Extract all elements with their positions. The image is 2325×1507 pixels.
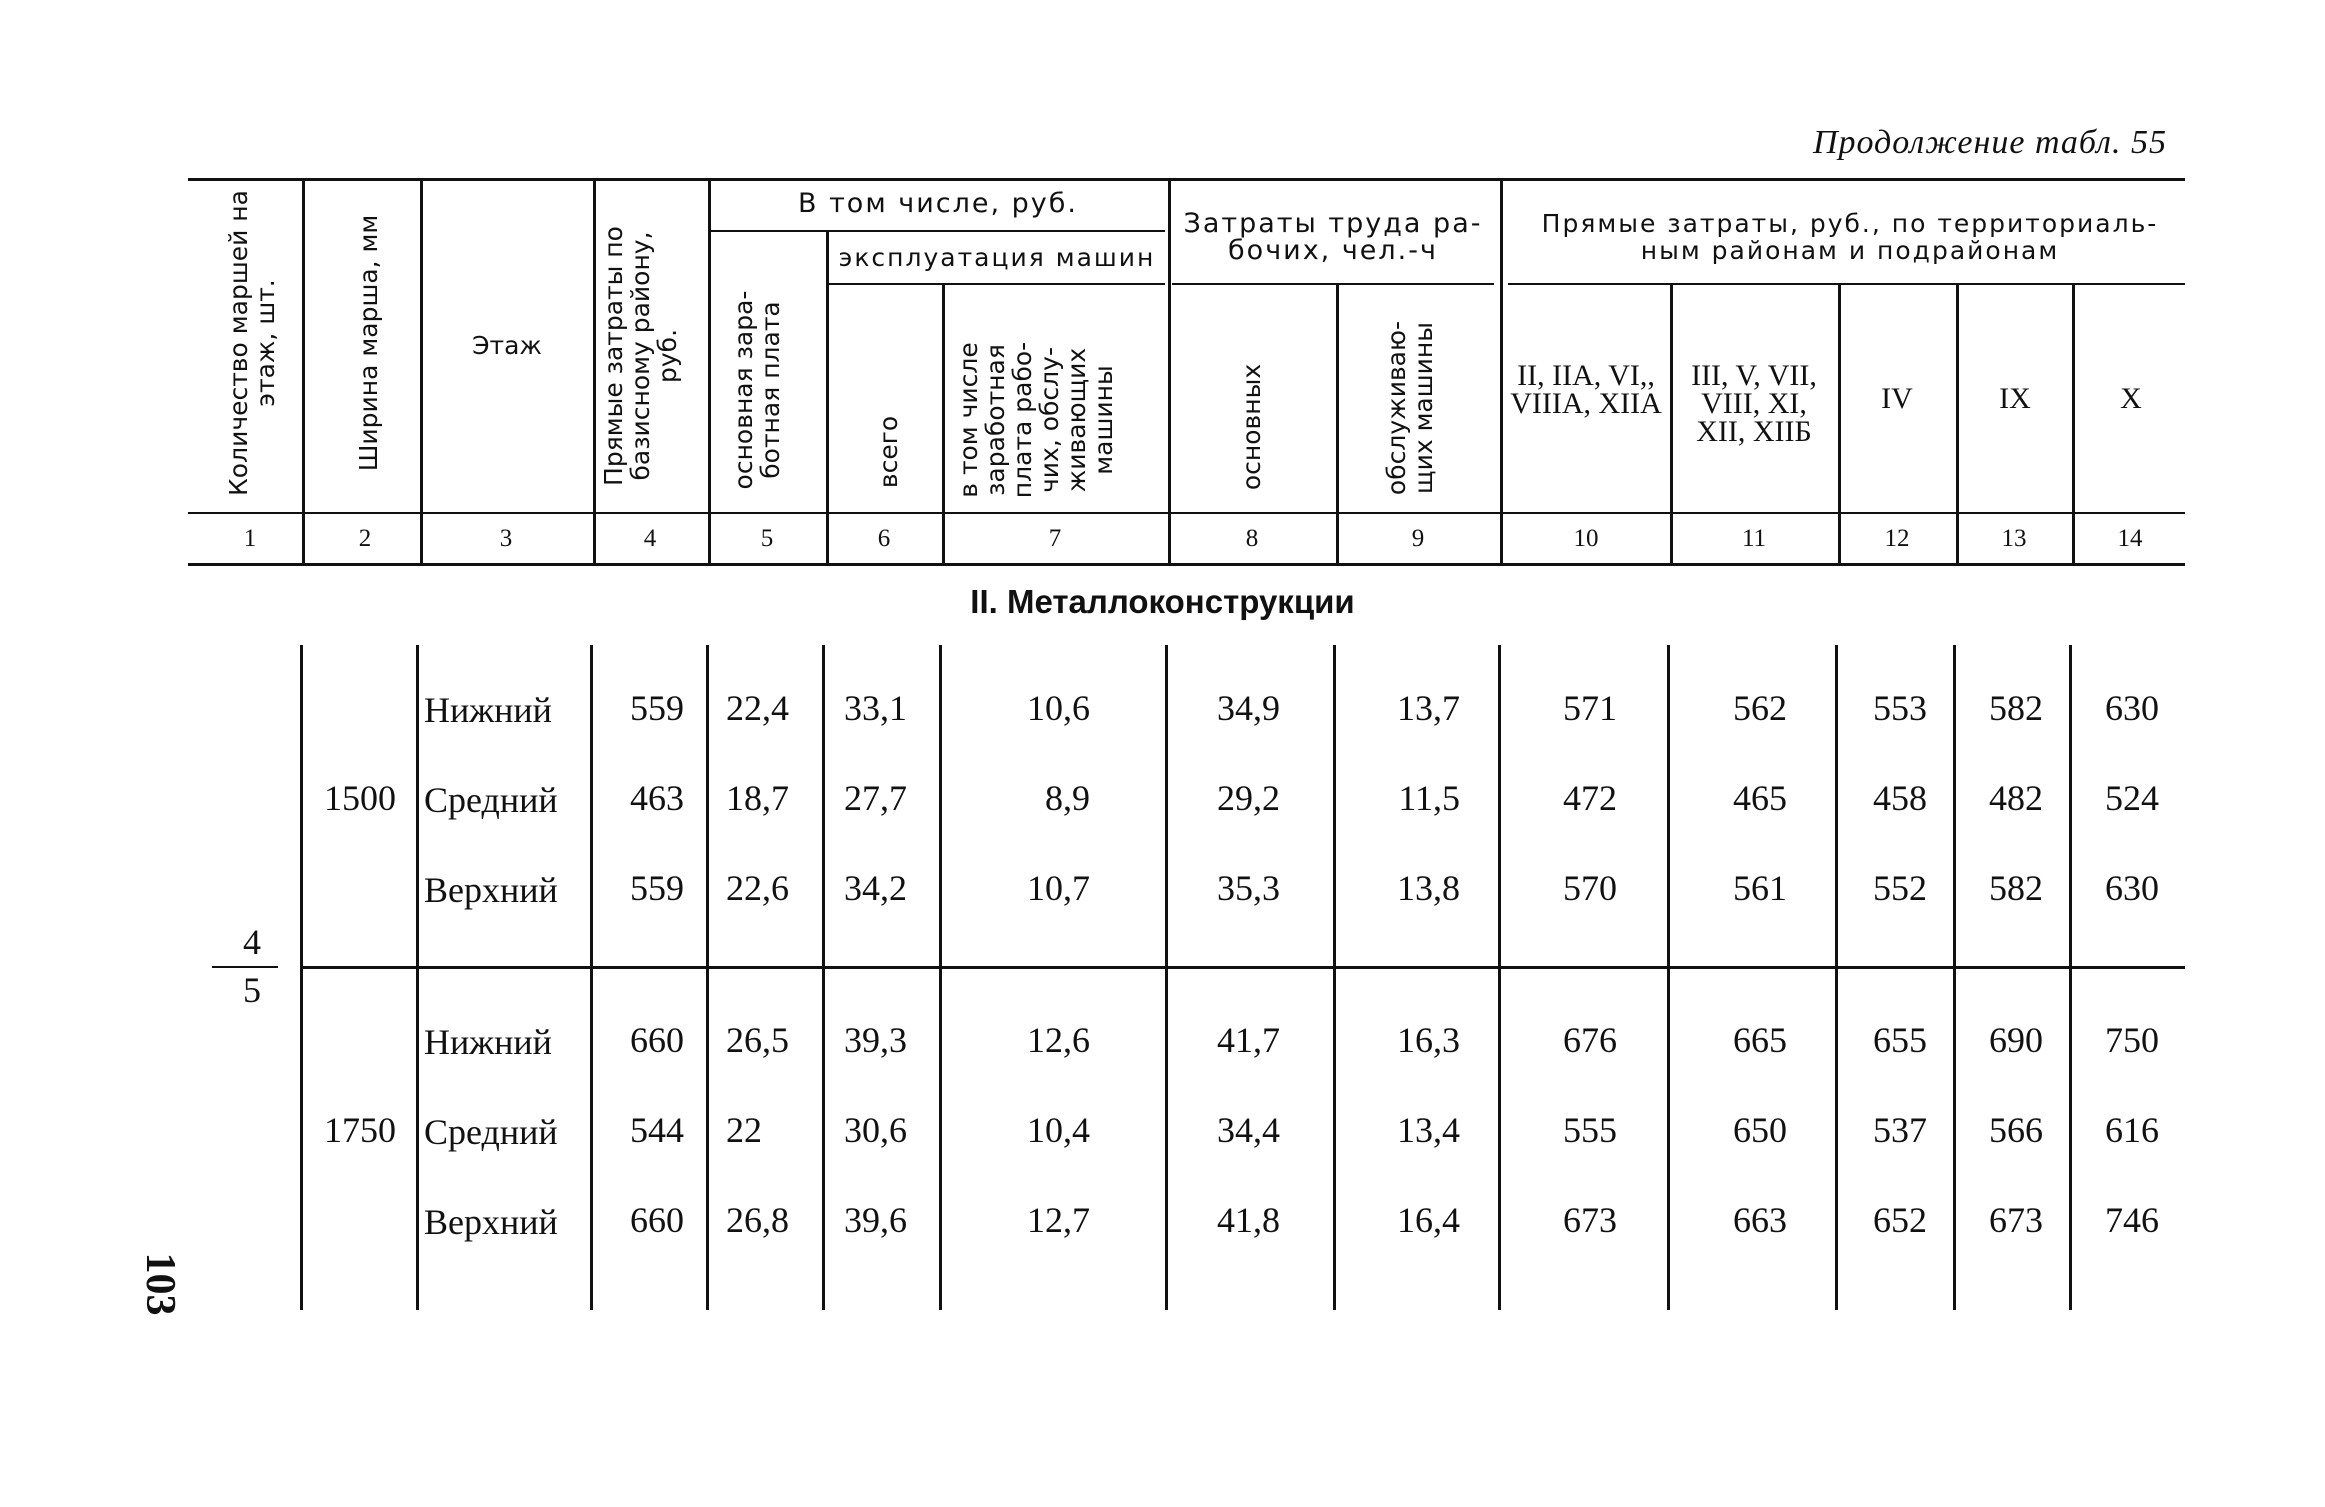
data-cell: 30,6 <box>844 1110 907 1150</box>
data-cell: 652 <box>1873 1200 1927 1240</box>
data-cell: 33,1 <box>844 688 907 728</box>
data-cell: 463 <box>630 778 684 818</box>
data-cell: 690 <box>1989 1020 2043 1060</box>
data-cell: 750 <box>2105 1020 2159 1060</box>
header-top-rule <box>188 178 2185 181</box>
data-cell: 582 <box>1989 688 2043 728</box>
data-cell: 566 <box>1989 1110 2043 1150</box>
data-cell: 663 <box>1733 1200 1787 1240</box>
data-cell: 13,8 <box>1397 868 1460 908</box>
body-divider <box>1498 645 1501 1310</box>
section-title: II. Металлоконструкции <box>970 583 1355 620</box>
data-cell: 465 <box>1733 778 1787 818</box>
body-divider <box>939 645 942 1310</box>
data-cell: 22 <box>726 1110 762 1150</box>
column-number: 12 <box>1884 525 1910 552</box>
data-cell: 570 <box>1563 868 1617 908</box>
numbers-bottom-rule <box>188 563 2185 566</box>
data-cell: 26,8 <box>726 1200 789 1240</box>
body-divider <box>2069 645 2072 1310</box>
body-divider <box>300 645 303 1310</box>
data-cell: 537 <box>1873 1110 1927 1150</box>
header-divider <box>2072 285 2075 563</box>
header-floor: Этаж <box>472 331 542 360</box>
data-cell: 559 <box>630 868 684 908</box>
data-cell: 630 <box>2105 688 2159 728</box>
data-cell: 34,4 <box>1217 1110 1280 1150</box>
data-cell: 673 <box>1989 1200 2043 1240</box>
data-cell: 22,6 <box>726 868 789 908</box>
header-divider <box>302 180 305 563</box>
data-cell: 27,7 <box>844 778 907 818</box>
header-region-col11: III, V, VII, VIII, XI, XII, XIIБ <box>1691 359 1817 448</box>
body-divider <box>1165 645 1168 1310</box>
data-cell: 582 <box>1989 868 2043 908</box>
data-cell: 552 <box>1873 868 1927 908</box>
data-cell: 676 <box>1563 1020 1617 1060</box>
column-number: 8 <box>1245 525 1259 552</box>
data-cell: 12,6 <box>1027 1020 1090 1060</box>
marches-numerator: 4 <box>243 922 261 962</box>
column-number: 2 <box>358 525 372 552</box>
data-cell: 10,7 <box>1027 868 1090 908</box>
header-machines-group: эксплуатация машин <box>838 243 1156 272</box>
body-divider <box>822 645 825 1310</box>
header-bottom-rule <box>188 512 2185 514</box>
data-cell: 561 <box>1733 868 1787 908</box>
body-divider <box>1953 645 1956 1310</box>
data-cell: 544 <box>630 1110 684 1150</box>
data-cell: 559 <box>630 688 684 728</box>
body-divider <box>706 645 709 1310</box>
floor-label: Средний <box>424 1112 558 1152</box>
data-cell: 16,3 <box>1397 1020 1460 1060</box>
data-cell: 571 <box>1563 688 1617 728</box>
header-labor-group: Затраты труда ра- бочих, чел.-ч <box>1183 208 1483 266</box>
march-width-1500: 1500 <box>324 778 396 818</box>
group-labor-rule <box>1172 283 1494 285</box>
column-number: 6 <box>877 525 891 552</box>
body-divider <box>1667 645 1670 1310</box>
data-cell: 555 <box>1563 1110 1617 1150</box>
header-basic-direct-costs: Прямые затраты по базисному району, руб. <box>599 226 682 486</box>
header-region-col13: IX <box>1999 382 2031 415</box>
data-cell: 8,9 <box>1045 778 1090 818</box>
header-divider <box>826 232 829 563</box>
data-cell: 39,6 <box>844 1200 907 1240</box>
body-divider <box>416 645 419 1310</box>
column-number: 10 <box>1573 525 1599 552</box>
column-number: 11 <box>1741 525 1767 552</box>
header-machines-total: всего <box>874 415 903 489</box>
data-cell: 41,8 <box>1217 1200 1280 1240</box>
header-labor-machines: обслуживаю- щих машины <box>1382 320 1438 496</box>
column-number: 4 <box>643 525 657 552</box>
column-number: 9 <box>1411 525 1425 552</box>
header-machines-wage: в том числе заработная плата рабо- чих, обслу- живающих машины <box>954 341 1118 499</box>
data-cell: 630 <box>2105 868 2159 908</box>
data-cell: 616 <box>2105 1110 2159 1150</box>
data-cell: 660 <box>630 1020 684 1060</box>
data-cell: 29,2 <box>1217 778 1280 818</box>
header-divider <box>1500 180 1503 563</box>
header-march-width: Ширина марша, мм <box>354 214 383 472</box>
header-regions-group: Прямые затраты, руб., по территориаль- ным районам и подрайонам <box>1541 209 2159 265</box>
group-incl-rule <box>710 230 1165 232</box>
marches-denominator: 5 <box>243 970 261 1010</box>
header-divider <box>1336 285 1339 563</box>
header-region-col14: X <box>2120 382 2142 415</box>
data-cell: 18,7 <box>726 778 789 818</box>
header-divider <box>420 180 423 563</box>
header-marches-count: Количество маршей на этаж, шт. <box>224 190 280 496</box>
header-labor-main: основных <box>1237 363 1266 491</box>
floor-label: Нижний <box>424 1022 552 1062</box>
header-basic-wage: основная зара- ботная плата <box>729 290 785 490</box>
header-divider <box>593 180 596 563</box>
header-incl-group: В том числе, руб. <box>797 188 1079 219</box>
data-cell: 562 <box>1733 688 1787 728</box>
data-cell: 13,4 <box>1397 1110 1460 1150</box>
header-region-col10: II, IIA, VI,, VIIIA, XIIA <box>1510 359 1662 420</box>
header-divider <box>708 180 711 563</box>
column-number: 13 <box>2001 525 2027 552</box>
data-cell: 482 <box>1989 778 2043 818</box>
data-cell: 10,4 <box>1027 1110 1090 1150</box>
header-divider <box>1956 285 1959 563</box>
data-cell: 16,4 <box>1397 1200 1460 1240</box>
data-cell: 34,2 <box>844 868 907 908</box>
group-separator-rule <box>300 966 2185 969</box>
header-divider <box>1838 285 1841 563</box>
page-number: 103 <box>137 1252 183 1316</box>
data-cell: 458 <box>1873 778 1927 818</box>
header-divider <box>1670 285 1673 563</box>
data-cell: 524 <box>2105 778 2159 818</box>
data-cell: 673 <box>1563 1200 1617 1240</box>
group-machines-rule <box>828 283 1165 285</box>
data-cell: 12,7 <box>1027 1200 1090 1240</box>
data-cell: 11,5 <box>1398 778 1460 818</box>
body-divider <box>1333 645 1336 1310</box>
floor-label: Верхний <box>424 870 558 910</box>
data-cell: 34,9 <box>1217 688 1280 728</box>
data-cell: 660 <box>630 1200 684 1240</box>
data-cell: 41,7 <box>1217 1020 1280 1060</box>
column-number: 7 <box>1048 525 1062 552</box>
data-cell: 13,7 <box>1397 688 1460 728</box>
group-regions-rule <box>1508 283 2185 285</box>
body-divider <box>1835 645 1838 1310</box>
data-cell: 35,3 <box>1217 868 1280 908</box>
floor-label: Верхний <box>424 1202 558 1242</box>
data-cell: 10,6 <box>1027 688 1090 728</box>
data-cell: 39,3 <box>844 1020 907 1060</box>
floor-label: Нижний <box>424 690 552 730</box>
column-number: 1 <box>243 525 257 552</box>
column-number: 3 <box>499 525 513 552</box>
data-cell: 472 <box>1563 778 1617 818</box>
data-cell: 665 <box>1733 1020 1787 1060</box>
header-divider <box>942 285 945 563</box>
data-cell: 553 <box>1873 688 1927 728</box>
body-divider <box>590 645 593 1310</box>
data-cell: 655 <box>1873 1020 1927 1060</box>
data-cell: 22,4 <box>726 688 789 728</box>
data-cell: 650 <box>1733 1110 1787 1150</box>
march-width-1750: 1750 <box>324 1110 396 1150</box>
header-divider <box>1168 180 1171 563</box>
column-number: 14 <box>2117 525 2143 552</box>
table-continuation-caption: Продолжение табл. 55 <box>1812 124 2167 161</box>
header-region-col12: IV <box>1881 382 1913 415</box>
column-number: 5 <box>760 525 774 552</box>
data-cell: 746 <box>2105 1200 2159 1240</box>
floor-label: Средний <box>424 780 558 820</box>
data-cell: 26,5 <box>726 1020 789 1060</box>
